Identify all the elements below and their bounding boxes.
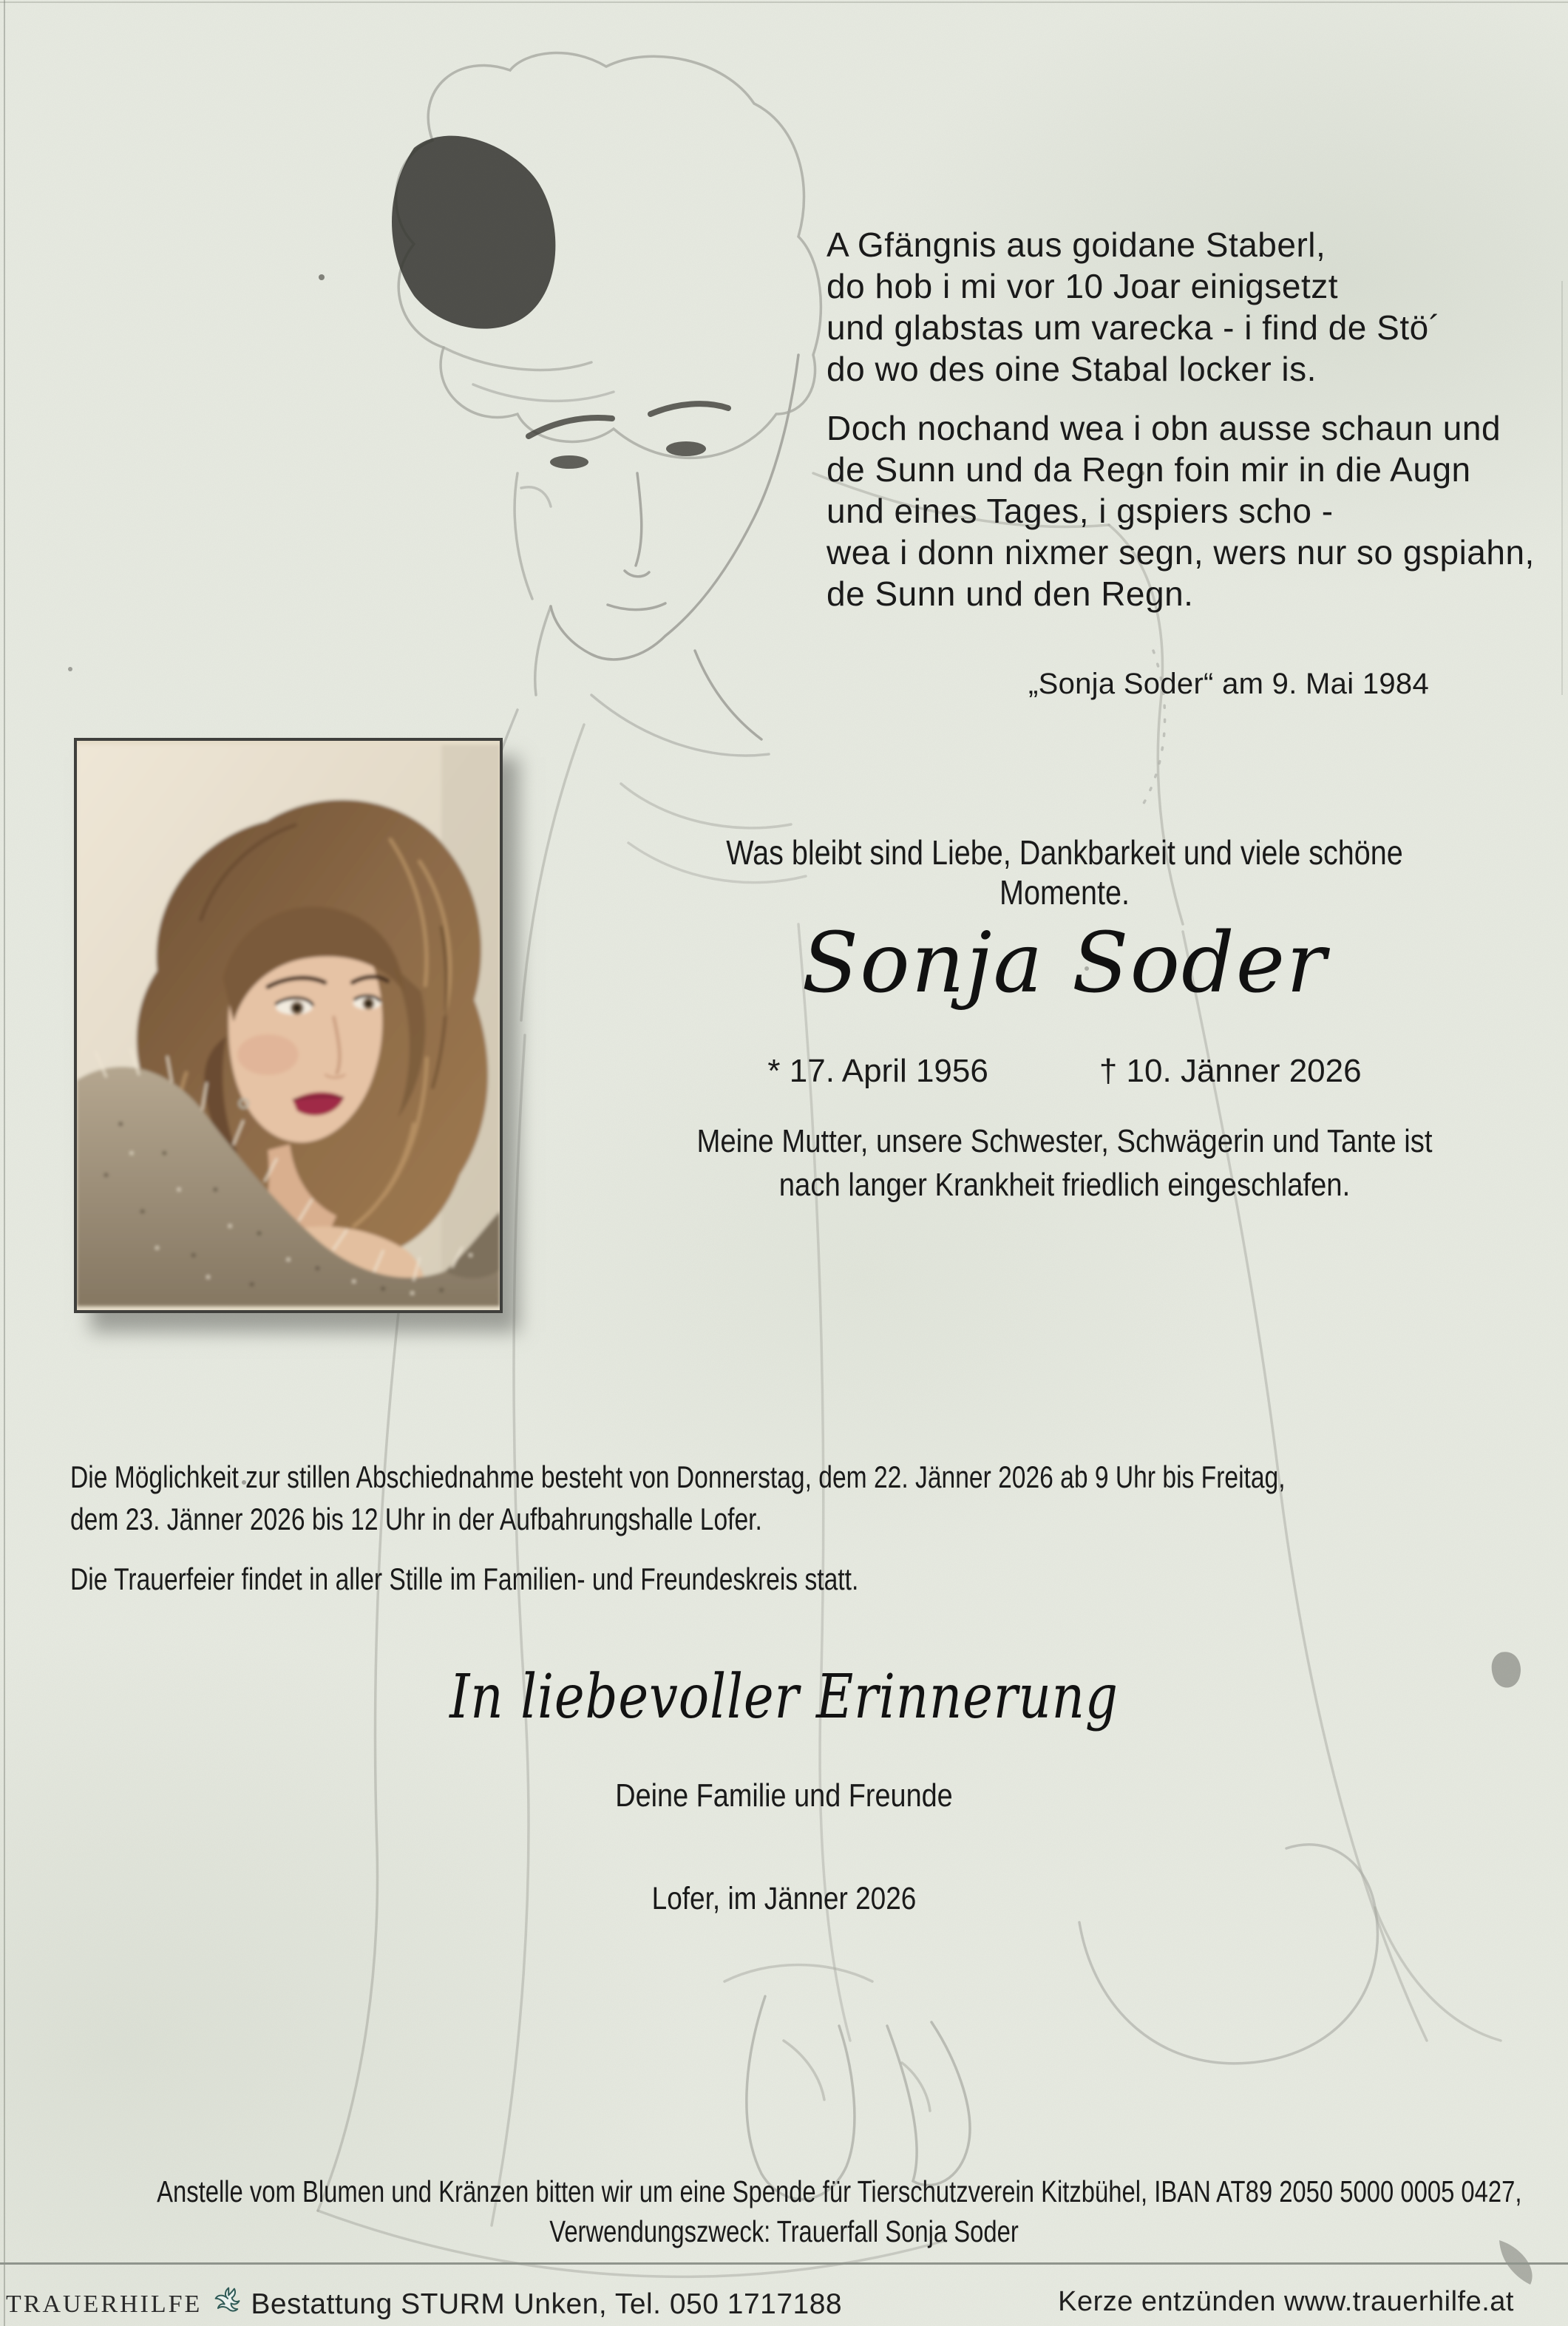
poem-line: Doch nochand wea i obn ausse schaun und xyxy=(827,409,1501,447)
announcement-line: nach langer Krankheit friedlich eingeschlafen. xyxy=(778,1167,1351,1203)
life-dates xyxy=(591,1053,1538,1090)
death-announcement xyxy=(653,1119,1476,1207)
poem-attribution: „Sonja Soder“ am 9. Mai 1984 xyxy=(1028,668,1429,700)
candle-link: Kerze entzünden www.trauerhilfe.at xyxy=(1058,2286,1514,2317)
poem-line: de Sunn und den Regn. xyxy=(827,574,1194,613)
viewing-info xyxy=(70,1456,1286,1540)
donation-line: Verwendungszweck: Trauerfall Sonja Soder xyxy=(549,2214,1019,2248)
poem-stanza-2 xyxy=(827,407,1535,614)
scan-edge-left xyxy=(4,0,5,2326)
donation-line: Anstelle vom Blumen und Kränzen bitten wir um eine Spende für Tierschutzverein Kitzbühel, IBAN AT89 2050 5000 0005 0427, xyxy=(157,2174,1522,2208)
closing-script-line: In liebevoller Erinnerung xyxy=(449,1662,1119,1732)
poem-line: wea i donn nixmer segn, wers nur so gspiahn, xyxy=(827,533,1535,572)
footer-left xyxy=(6,2283,842,2322)
poem-line: do wo des oine Stabal locker is. xyxy=(827,350,1317,388)
viewing-line: dem 23. Jänner 2026 bis 12 Uhr in der Aufbahrungshalle Lofer. xyxy=(70,1502,762,1536)
family-signature: Deine Familie und Freunde xyxy=(615,1777,953,1814)
deceased-name: Sonja Soder xyxy=(801,915,1328,1011)
funeral-home-info: Bestattung STURM Unken, Tel. 050 1717188 xyxy=(251,2288,843,2320)
poem-line: de Sunn und da Regn foin mir in die Augn xyxy=(827,450,1471,489)
portrait-photo xyxy=(74,738,503,1313)
donation-request xyxy=(157,2171,1522,2251)
scan-edge-top xyxy=(0,1,1568,3)
poem-line: und eines Tages, i gspiers scho - xyxy=(827,492,1334,530)
poem-stanza-1 xyxy=(827,224,1441,390)
scan-edge-right xyxy=(1561,281,1563,695)
death-date: † 10. Jänner 2026 xyxy=(1099,1053,1362,1089)
poem-line: do hob i mi vor 10 Joar einigsetzt xyxy=(827,267,1339,305)
remembrance-line: Was bleibt sind Liebe, Dankbarkeit und viele schöne Momente. xyxy=(726,833,1403,912)
announcement-line: Meine Mutter, unsere Schwester, Schwägerin und Tante ist xyxy=(696,1123,1433,1159)
ceremony-info: Die Trauerfeier findet in aller Stille im Familien- und Freundeskreis statt. xyxy=(70,1562,859,1596)
poem-line: und glabstas um varecka - i find de Stö´ xyxy=(827,308,1441,347)
birth-date: * 17. April 1956 xyxy=(767,1053,988,1089)
place-and-date: Lofer, im Jänner 2026 xyxy=(651,1881,917,1916)
poem-line: A Gfängnis aus goidane Staberl, xyxy=(827,226,1326,264)
trauerhilfe-brand: TRAUERHILFE xyxy=(6,2291,203,2318)
dove-icon xyxy=(211,2283,243,2321)
viewing-line: Die Möglichkeit zur stillen Abschiednahme besteht von Donnerstag, dem 22. Jänner 2026 ab 9 Uhr bis Freitag, xyxy=(70,1459,1286,1494)
footer-divider xyxy=(0,2262,1568,2265)
